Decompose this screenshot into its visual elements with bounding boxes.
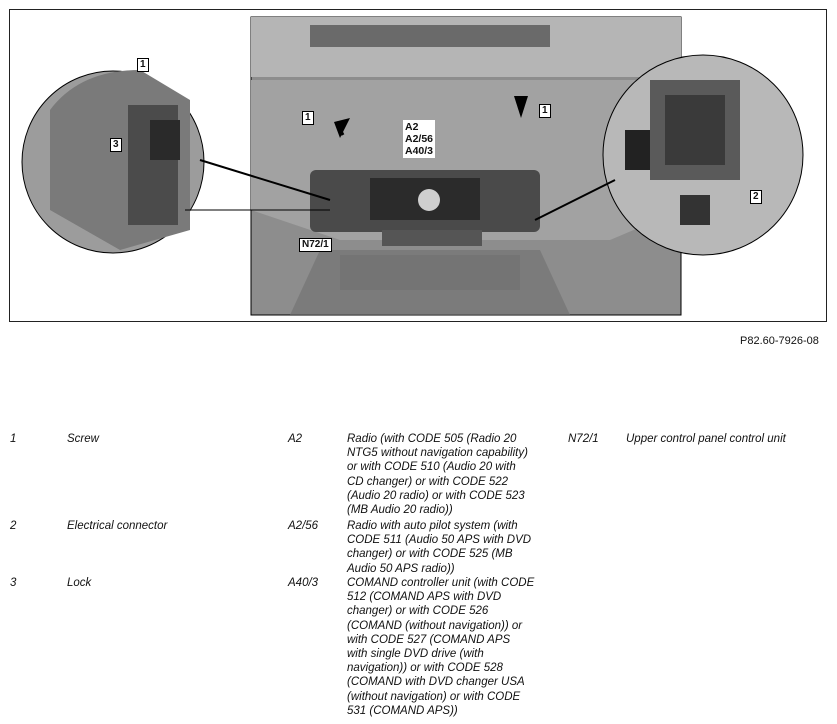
legend-code: A2/56 bbox=[288, 520, 319, 532]
legend-desc: Electrical connector bbox=[67, 520, 168, 532]
legend-desc: Upper control panel control unit bbox=[626, 433, 786, 445]
legend-code: A40/3 bbox=[288, 577, 319, 589]
legend-num: 2 bbox=[10, 520, 17, 532]
label-a40-3: A40/3 bbox=[405, 145, 434, 157]
legend-desc: Screw bbox=[67, 433, 99, 445]
legend-code: N72/1 bbox=[568, 433, 599, 445]
legend-num: 3 bbox=[10, 577, 17, 589]
label-a2-56: A2/56 bbox=[405, 133, 434, 145]
label-a2: A2 bbox=[405, 121, 419, 133]
callout-1-right: 1 bbox=[539, 104, 551, 118]
callout-3: 3 bbox=[110, 138, 122, 152]
label-n72-1: N72/1 bbox=[299, 238, 332, 252]
callout-2: 2 bbox=[750, 190, 762, 204]
legend-desc: COMAND controller unit (with CODE 512 (COMAND APS with DVD changer) or with CODE 526 (COMAND (without navigation)) or with CODE 527 (COMAND APS with single DVD drive (with navigation)) or with CODE 528 (COMAND with DVD changer USA (without navigation) or with CODE 531 (COMAND APS)) bbox=[347, 577, 535, 717]
legend-num: 1 bbox=[10, 433, 17, 445]
legend-code: A2 bbox=[288, 433, 303, 445]
legend-desc: Lock bbox=[67, 577, 92, 589]
callout-1-left: 1 bbox=[137, 58, 149, 72]
legend-desc: Radio with auto pilot system (with CODE 511 (Audio 50 APS with DVD changer) or with CODE 525 (MB Audio 50 APS radio)) bbox=[347, 520, 532, 575]
callout-1-mid: 1 bbox=[302, 111, 314, 125]
figure-id: P82.60-7926-08 bbox=[740, 335, 819, 347]
legend-desc: Radio (with CODE 505 (Radio 20 NTG5 without navigation capability) or with CODE 510 (Audio 20 with CD changer) or with CODE 522 (Audio 20 radio) or with CODE 523 (MB Audio 20 radio)) bbox=[347, 433, 528, 517]
